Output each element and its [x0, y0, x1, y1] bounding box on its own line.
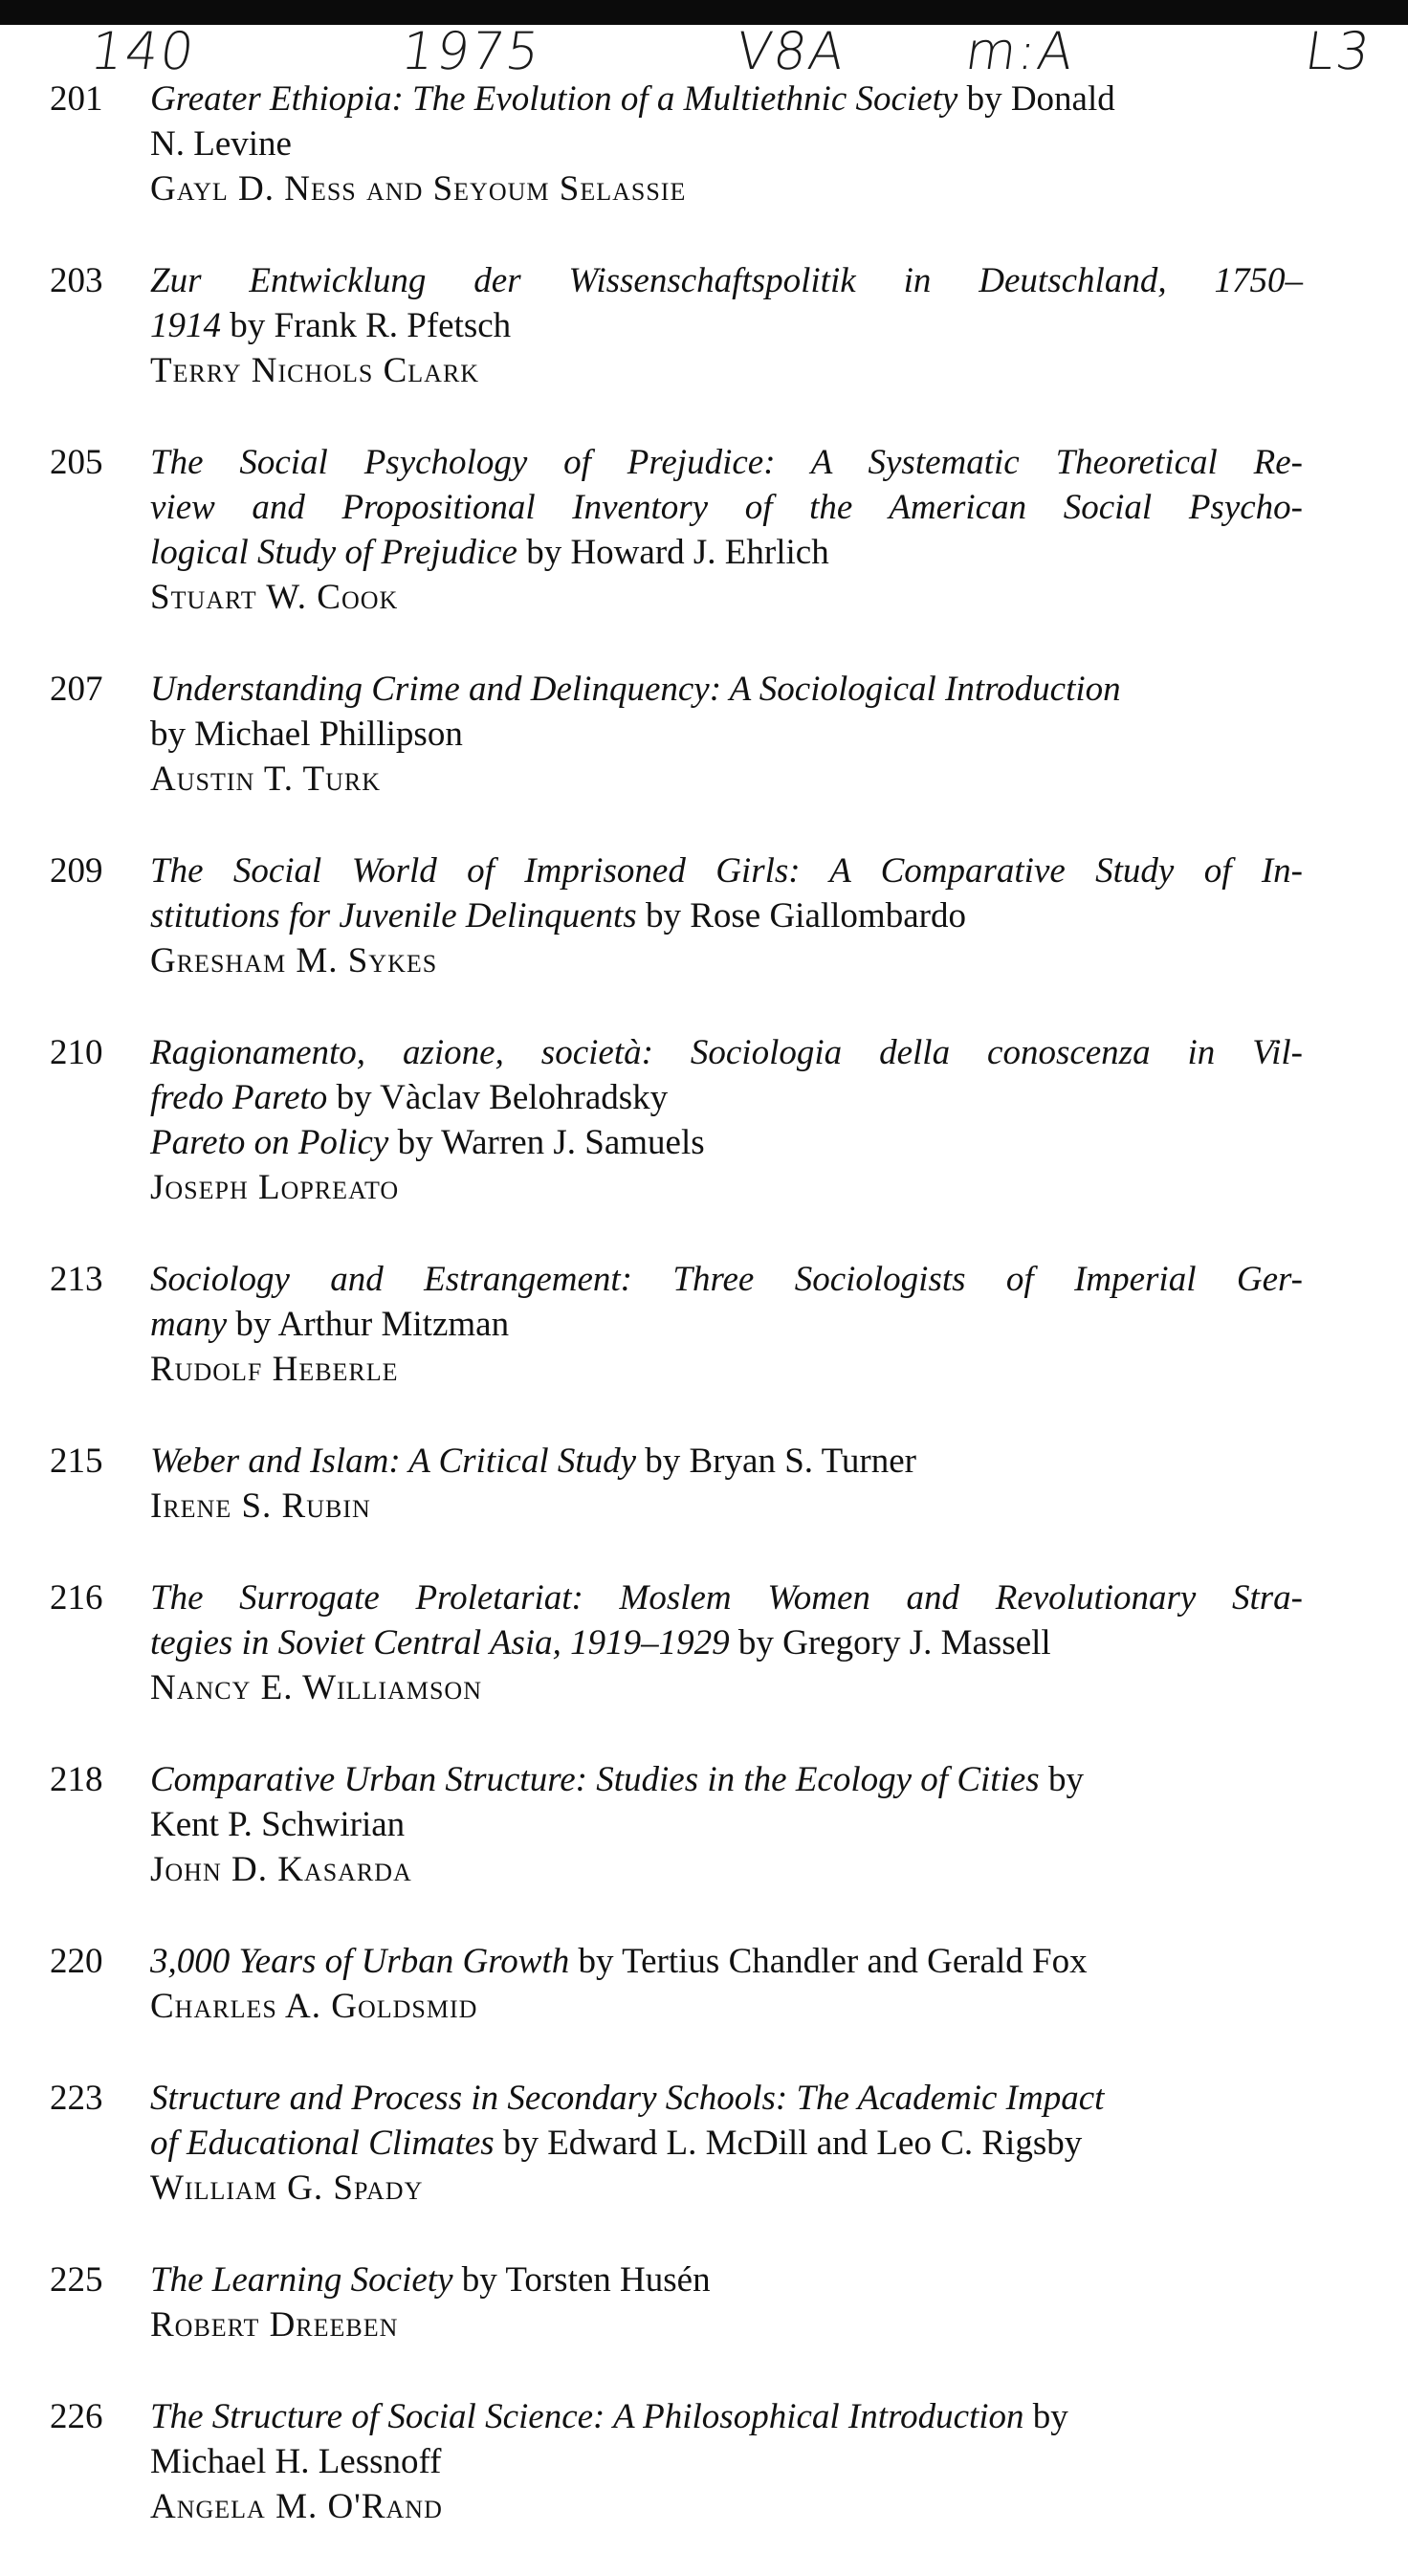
book-title: many: [150, 1305, 228, 1344]
reviewer-name: Terry Nichols Clark: [150, 351, 480, 390]
review-entry: [0, 1257, 1408, 1392]
book-line: [150, 2439, 1303, 2484]
book-title: of Educational Climates: [150, 2124, 495, 2163]
page-number: 209: [50, 851, 103, 891]
book-line: [150, 1120, 1303, 1165]
review-entry: [0, 2394, 1408, 2529]
book-title: Zur Entwicklung der Wissenschaftspolitik in Deutschland, 1750–: [150, 261, 1303, 300]
book-title: fredo Pareto: [150, 1078, 328, 1117]
page-number: 223: [50, 2079, 103, 2118]
book-author: N. Levine: [150, 124, 292, 164]
review-entry: [0, 1757, 1408, 1892]
book-title: 3,000 Years of Urban Growth: [150, 1942, 570, 1981]
entry-body: [150, 848, 1303, 983]
book-author: by Tertius Chandler and Gerald Fox: [569, 1942, 1088, 1981]
book-title: Greater Ethiopia: The Evolution of a Multiethnic Society: [150, 79, 958, 119]
book-author: Michael H. Lessnoff: [150, 2442, 442, 2481]
page-number: 218: [50, 1760, 103, 1799]
reviewer-name: Gayl D. Ness and Seyoum Selassie: [150, 169, 687, 209]
book-line: [150, 2076, 1303, 2121]
entry-body: [150, 2394, 1303, 2529]
handwritten-note: 140: [86, 21, 200, 81]
book-title: The Structure of Social Science: A Philosophical Introduction: [150, 2397, 1024, 2436]
book-line: [150, 303, 1303, 348]
reviewer-name: William G. Spady: [150, 2169, 424, 2208]
book-line: [150, 893, 1303, 938]
review-entry: [0, 77, 1408, 211]
page-number: 210: [50, 1033, 103, 1072]
page-number: 205: [50, 443, 103, 482]
book-author: by Rose Giallombardo: [636, 896, 966, 936]
book-line: [150, 1620, 1303, 1665]
book-line: [150, 712, 1303, 757]
book-title: The Social Psychology of Prejudice: A Systematic Theoretical Re-: [150, 443, 1303, 482]
handwritten-note: 1975: [397, 21, 545, 81]
entry-body: [150, 1439, 1303, 1529]
entry-body: [150, 1257, 1303, 1392]
page-number: 216: [50, 1578, 103, 1618]
book-author: by Bryan S. Turner: [636, 1442, 916, 1481]
book-title: logical Study of Prejudice: [150, 533, 517, 572]
reviewer-name: Austin T. Turk: [150, 760, 382, 799]
handwritten-note: L3: [1301, 21, 1375, 81]
page-number: 201: [50, 79, 103, 119]
book-title: tegies in Soviet Central Asia, 1919–1929: [150, 1623, 730, 1662]
book-title: The Social World of Imprisoned Girls: A Comparative Study of In-: [150, 851, 1303, 891]
book-author: by Frank R. Pfetsch: [221, 306, 512, 345]
book-author: by: [1039, 1760, 1084, 1799]
reviewer-name: Angela M. O'Rand: [150, 2487, 443, 2526]
reviewer-name: Robert Dreeben: [150, 2305, 399, 2345]
reviewer-name: John D. Kasarda: [150, 1850, 412, 1889]
review-entry: [0, 848, 1408, 983]
book-title: Comparative Urban Structure: Studies in the Ecology of Cities: [150, 1760, 1040, 1799]
review-entry: [0, 2257, 1408, 2347]
book-author: by Donald: [957, 79, 1115, 119]
book-title: The Learning Society: [150, 2260, 453, 2300]
entry-body: [150, 77, 1303, 211]
review-entry: [0, 2076, 1408, 2211]
book-line: [150, 848, 1303, 893]
page-number: 213: [50, 1260, 103, 1299]
book-line: [150, 1075, 1303, 1120]
book-author: by Arthur Mitzman: [227, 1305, 510, 1344]
book-title: view and Propositional Inventory of the American Social Psycho-: [150, 488, 1303, 527]
book-line: [150, 121, 1303, 166]
book-line: [150, 1575, 1303, 1620]
review-entry: [0, 1575, 1408, 1710]
review-entry: [0, 258, 1408, 393]
entry-body: [150, 258, 1303, 393]
book-line: [150, 1757, 1303, 1802]
book-author: by Warren J. Samuels: [388, 1123, 705, 1162]
book-title: stitutions for Juvenile Delinquents: [150, 896, 637, 936]
book-author: Kent P. Schwirian: [150, 1805, 406, 1844]
page-number: 203: [50, 261, 103, 300]
reviewer-name: Stuart W. Cook: [150, 578, 399, 617]
entry-body: [150, 1939, 1303, 2029]
book-title: Ragionamento, azione, società: Sociologia della conoscenza in Vil-: [150, 1033, 1303, 1072]
book-title: Sociology and Estrangement: Three Sociologists of Imperial Ger-: [150, 1260, 1303, 1299]
review-entry: [0, 440, 1408, 620]
entry-body: [150, 1030, 1303, 1210]
book-line: [150, 1257, 1303, 1302]
entry-body: [150, 1575, 1303, 1710]
entry-body: [150, 2257, 1303, 2347]
reviewer-name: Rudolf Heberle: [150, 1350, 399, 1389]
book-title: Weber and Islam: A Critical Study: [150, 1442, 637, 1481]
page-number: 220: [50, 1942, 103, 1981]
page-number: 225: [50, 2260, 103, 2300]
book-author: by Torsten Husén: [452, 2260, 711, 2300]
page-number: 215: [50, 1442, 103, 1481]
reviewer-name: Nancy E. Williamson: [150, 1668, 482, 1707]
review-entry: [0, 1439, 1408, 1529]
book-title: Understanding Crime and Delinquency: A Sociological Introduction: [150, 670, 1121, 709]
page-number: 226: [50, 2397, 103, 2436]
review-entry: [0, 1030, 1408, 1210]
entry-body: [150, 1757, 1303, 1892]
reviewer-name: Gresham M. Sykes: [150, 941, 438, 980]
book-author: by Edward L. McDill and Leo C. Rigsby: [494, 2124, 1083, 2163]
book-line: [150, 2394, 1303, 2439]
book-title: Pareto on Policy: [150, 1123, 389, 1162]
reviewer-name: Irene S. Rubin: [150, 1486, 371, 1526]
book-line: [150, 440, 1303, 485]
book-line: [150, 1939, 1303, 1984]
handwritten-note: m:A: [961, 21, 1080, 81]
book-line: [150, 258, 1303, 303]
book-author: by Gregory J. Massell: [729, 1623, 1051, 1662]
review-entry: [0, 667, 1408, 802]
book-title: The Surrogate Proletariat: Moslem Women and Revolutionary Stra-: [150, 1578, 1303, 1618]
book-line: [150, 1302, 1303, 1347]
book-line: [150, 667, 1303, 712]
book-title: 1914: [150, 306, 221, 345]
handwritten-note: V8A: [732, 21, 850, 81]
book-line: [150, 2257, 1303, 2302]
book-author: by: [1023, 2397, 1068, 2436]
book-line: [150, 2121, 1303, 2166]
review-entry: [0, 1939, 1408, 2029]
entry-body: [150, 2076, 1303, 2211]
book-title: Structure and Process in Secondary Schools: The Academic Impact: [150, 2079, 1105, 2118]
reviewer-name: Joseph Lopreato: [150, 1168, 400, 1207]
book-line: [150, 1439, 1303, 1484]
entry-body: [150, 667, 1303, 802]
entry-body: [150, 440, 1303, 620]
book-line: [150, 530, 1303, 575]
reviewer-name: Charles A. Goldsmid: [150, 1987, 478, 2026]
book-line: [150, 1802, 1303, 1847]
book-line: [150, 485, 1303, 530]
book-line: [150, 1030, 1303, 1075]
book-author: by Michael Phillipson: [150, 715, 463, 754]
page-number: 207: [50, 670, 103, 709]
book-line: [150, 77, 1303, 121]
review-index-list: [0, 77, 1408, 2576]
book-author: by Vàclav Belohradsky: [327, 1078, 669, 1117]
book-author: by Howard J. Ehrlich: [517, 533, 829, 572]
